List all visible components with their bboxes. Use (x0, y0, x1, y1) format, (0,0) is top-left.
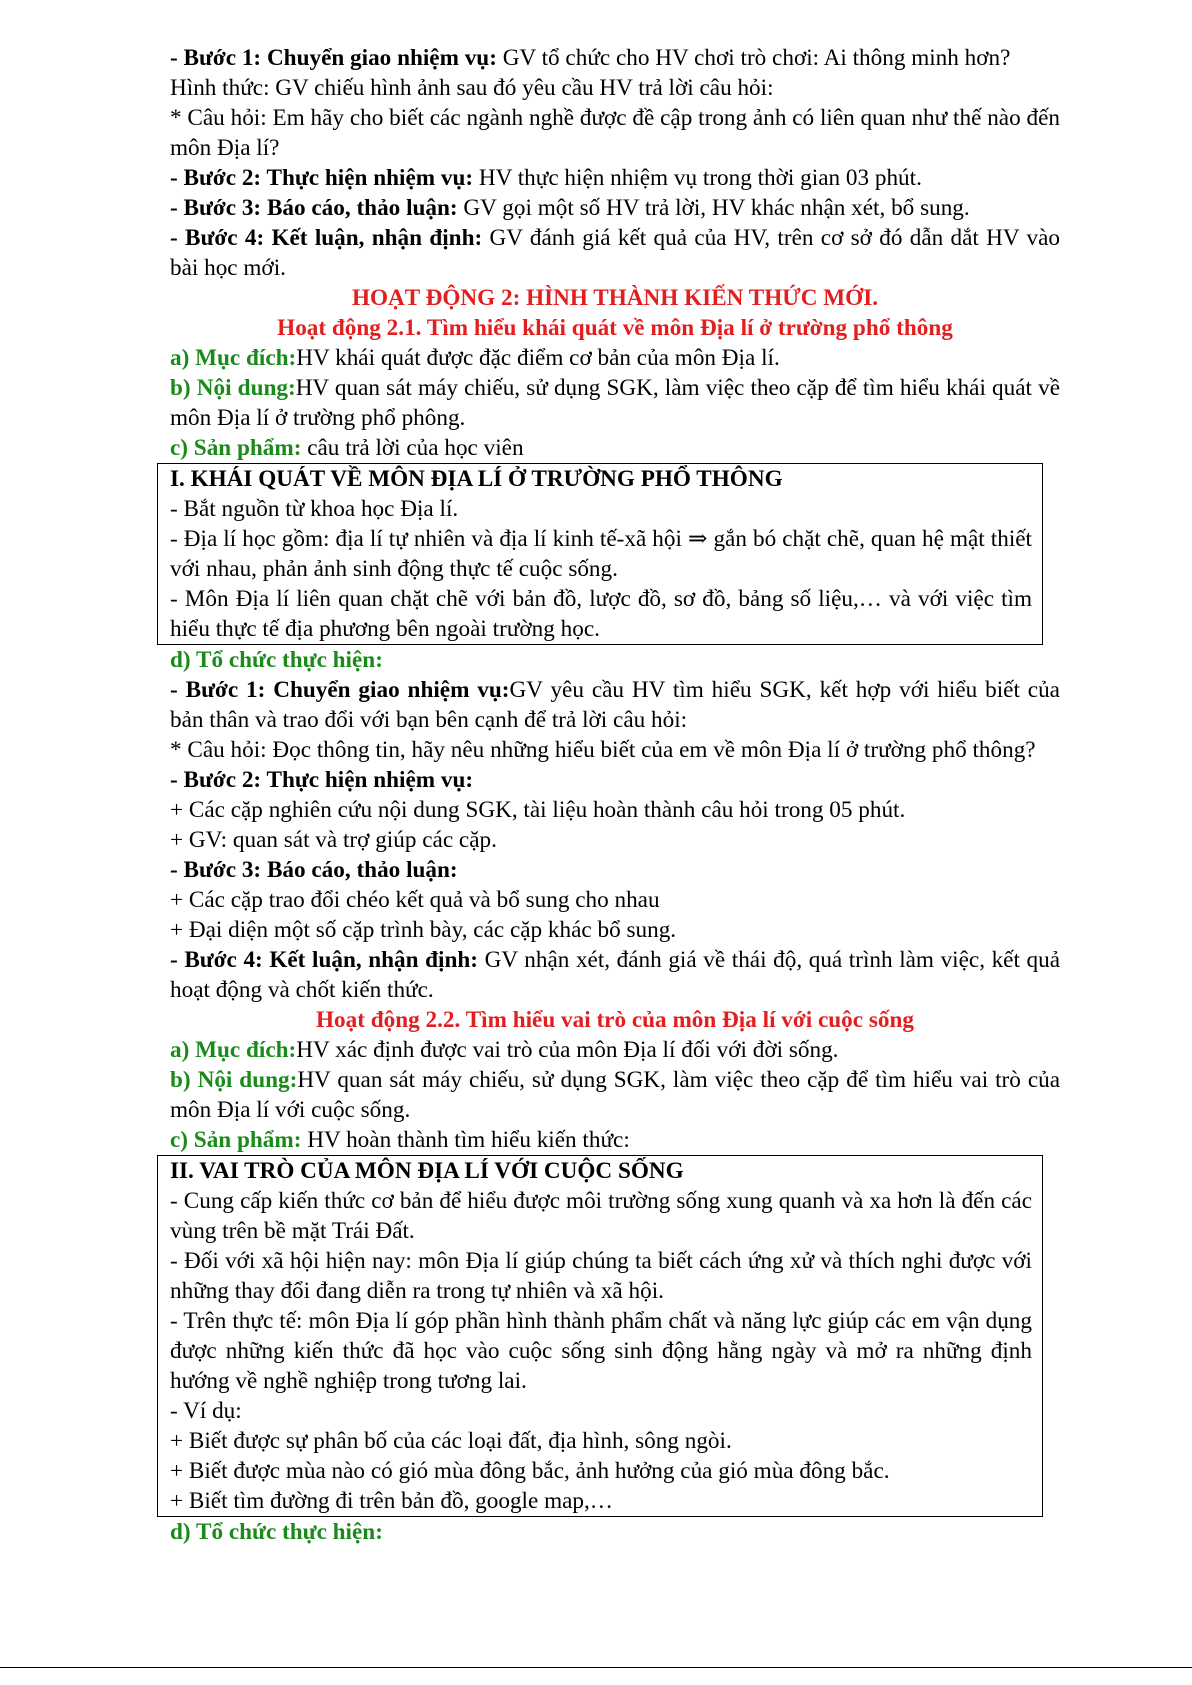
knowledge-box-2 (157, 1155, 1043, 1517)
a21-purpose: a) Mục đích:HV khái quát được đặc điểm cơ bản của môn Địa lí. (170, 345, 780, 371)
a21-step3-a: + Các cặp trao đổi chéo kết quả và bổ sung cho nhau (170, 887, 660, 913)
a21-step2-b: + GV: quan sát và trợ giúp các cặp. (170, 827, 497, 853)
intro-question: * Câu hỏi: Em hãy cho biết các ngành nghề được đề cập trong ảnh có liên quan như thế nào đến môn Địa lí? (170, 105, 1060, 161)
box1-line: - Bắt nguồn từ khoa học Địa lí. (170, 496, 459, 522)
a21-step2: - Bước 2: Thực hiện nhiệm vụ: (170, 767, 474, 793)
a21-org-label: d) Tổ chức thực hiện: (170, 647, 383, 673)
a21-step3-b: + Đại diện một số cặp trình bày, các cặp khác bổ sung. (170, 917, 677, 943)
box1-line: - Địa lí học gồm: địa lí tự nhiên và địa lí kinh tế-xã hội ⇒ gắn bó chặt chẽ, quan hệ mật thiết với nhau, phản ảnh sinh động thực tế cuộc sống. (170, 526, 1032, 582)
a22-org-label: d) Tổ chức thực hiện: (170, 1519, 383, 1545)
a22-product: c) Sản phẩm: HV hoàn thành tìm hiểu kiến thức: (170, 1127, 630, 1153)
a21-content: b) Nội dung:HV quan sát máy chiếu, sử dụng SGK, làm việc theo cặp để tìm hiểu khái quát về môn Địa lí ở trường phổ phông. (170, 375, 1060, 431)
a22-content: b) Nội dung:HV quan sát máy chiếu, sử dụng SGK, làm việc theo cặp để tìm hiểu vai trò của môn Địa lí với cuộc sống. (170, 1067, 1060, 1123)
box1-line: - Môn Địa lí liên quan chặt chẽ với bản đồ, lược đồ, sơ đồ, bảng số liệu,… và với việc tìm hiểu thực tế địa phương bên ngoài trường học. (170, 586, 1032, 642)
box2-line: + Biết được mùa nào có gió mùa đông bắc, ảnh hưởng của gió mùa đông bắc. (170, 1458, 890, 1484)
intro-form: Hình thức: GV chiếu hình ảnh sau đó yêu cầu HV trả lời câu hỏi: (170, 75, 774, 101)
page-bottom-rule (0, 1667, 1192, 1668)
document-page (170, 43, 1060, 1547)
activity22-title: Hoạt động 2.2. Tìm hiểu vai trò của môn Địa lí với cuộc sống (316, 1007, 914, 1033)
box2-line: - Ví dụ: (170, 1398, 242, 1424)
box2-title: II. VAI TRÒ CỦA MÔN ĐỊA LÍ VỚI CUỘC SỐNG (170, 1158, 684, 1184)
activity21-title: Hoạt động 2.1. Tìm hiểu khái quát về môn Địa lí ở trường phổ thông (277, 315, 953, 341)
intro-step3: - Bước 3: Báo cáo, thảo luận: GV gọi một số HV trả lời, HV khác nhận xét, bổ sung. (170, 195, 970, 221)
activity2-heading: HOẠT ĐỘNG 2: HÌNH THÀNH KIẾN THỨC MỚI. (351, 285, 879, 311)
box2-line: - Cung cấp kiến thức cơ bản để hiểu được môi trường sống xung quanh và xa hơn là đến các vùng trên bề mặt Trái Đất. (170, 1188, 1032, 1244)
box2-line: - Trên thực tế: môn Địa lí góp phần hình thành phẩm chất và năng lực giúp các em vận dụng được những kiến thức đã học vào cuộc sống sinh động hằng ngày và mở ra những định hướng về nghề nghiệp trong tương lai. (170, 1308, 1032, 1394)
intro-step1: - Bước 1: Chuyển giao nhiệm vụ: GV tổ chức cho HV chơi trò chơi: Ai thông minh hơn? (170, 45, 1011, 71)
a21-question: * Câu hỏi: Đọc thông tin, hãy nêu những hiểu biết của em về môn Địa lí ở trường phổ thông? (170, 737, 1036, 763)
box2-line: - Đối với xã hội hiện nay: môn Địa lí giúp chúng ta biết cách ứng xử và thích nghi được với những thay đổi đang diễn ra trong tự nhiên và xã hội. (170, 1248, 1032, 1304)
a21-step2-a: + Các cặp nghiên cứu nội dung SGK, tài liệu hoàn thành câu hỏi trong 05 phút. (170, 797, 906, 823)
a22-purpose: a) Mục đích:HV xác định được vai trò của môn Địa lí đối với đời sống. (170, 1037, 839, 1063)
a21-step3: - Bước 3: Báo cáo, thảo luận: (170, 857, 458, 883)
a21-step1: - Bước 1: Chuyển giao nhiệm vụ:GV yêu cầu HV tìm hiểu SGK, kết hợp với hiểu biết của bản thân và trao đổi với bạn bên cạnh để trả lời câu hỏi: (170, 677, 1060, 733)
intro-step2: - Bước 2: Thực hiện nhiệm vụ: HV thực hiện nhiệm vụ trong thời gian 03 phút. (170, 165, 922, 191)
box1-title: I. KHÁI QUÁT VỀ MÔN ĐỊA LÍ Ở TRƯỜNG PHỔ THÔNG (170, 466, 783, 492)
box2-line: + Biết tìm đường đi trên bản đồ, google map,… (170, 1488, 613, 1514)
intro-step4: - Bước 4: Kết luận, nhận định: GV đánh giá kết quả của HV, trên cơ sở đó dẫn dắt HV vào bài học mới. (170, 225, 1060, 281)
knowledge-box-1 (157, 463, 1043, 645)
a21-step4: - Bước 4: Kết luận, nhận định: GV nhận xét, đánh giá về thái độ, quá trình làm việc, kết quả hoạt động và chốt kiến thức. (170, 947, 1061, 1003)
box2-line: + Biết được sự phân bố của các loại đất, địa hình, sông ngòi. (170, 1428, 732, 1454)
a21-product: c) Sản phẩm: câu trả lời của học viên (170, 435, 524, 461)
